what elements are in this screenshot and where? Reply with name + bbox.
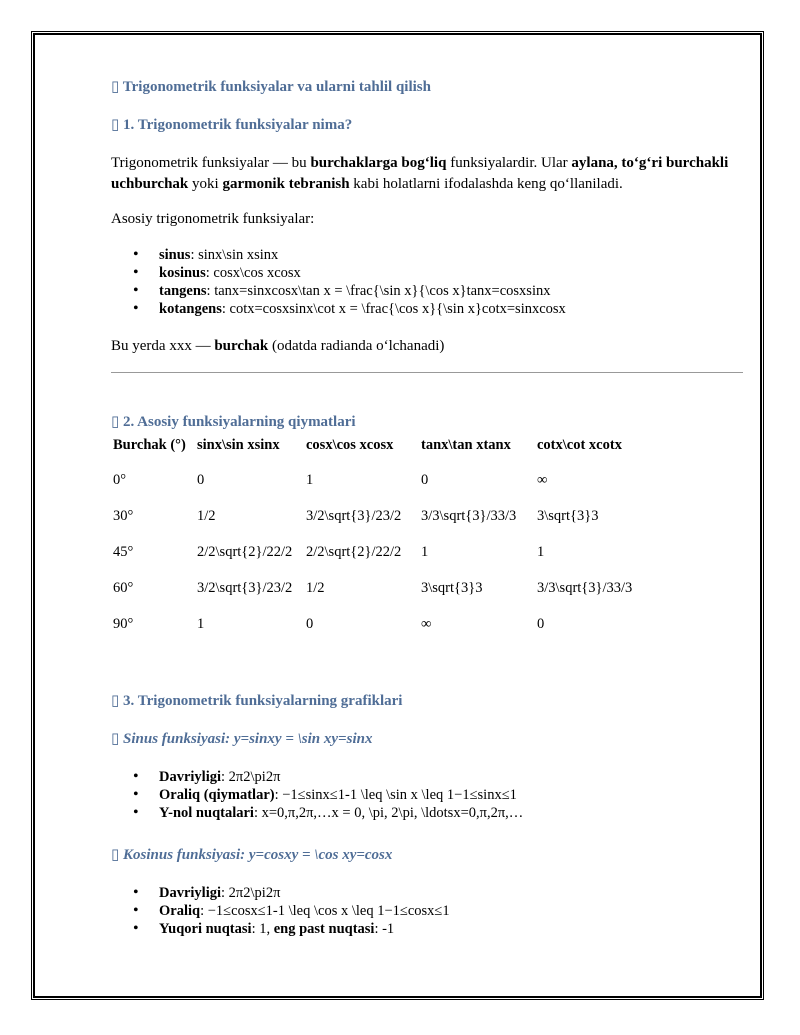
table-header-row — [113, 436, 632, 454]
item-text: : cosx\cos xcosx — [205, 265, 301, 281]
item-text: : 2π2\pi2π — [221, 769, 281, 785]
table-cell: 2/2\sqrt{2}/22/2 — [197, 543, 293, 560]
table-row — [113, 462, 632, 498]
functions-list — [131, 246, 566, 318]
table-cell: 0 — [197, 471, 205, 488]
table-cell: 3/3\sqrt{3}/33/3 — [537, 579, 633, 596]
table-cell: 30° — [113, 507, 134, 524]
para-text: kabi holatlarni ifodalashda keng qo‘llaniladi. — [349, 176, 623, 192]
table-cell: 0 — [537, 615, 545, 632]
note-text: (odatda radianda o‘lchanadi) — [268, 338, 445, 354]
table-cell: 45° — [113, 543, 134, 560]
table-cell: 1/2 — [197, 507, 216, 524]
section-3-heading: ▯ 3. Trigonometrik funksiyalarning grafiklari — [111, 693, 403, 709]
list-item — [131, 884, 450, 902]
column-header: Burchak (°) — [113, 436, 186, 453]
item-term: Oraliq — [159, 903, 201, 919]
table-cell: 90° — [113, 615, 134, 632]
column-header: cosx\cos xcosx — [306, 436, 394, 453]
para-bold: burchaklarga bog‘liq — [310, 155, 447, 171]
list-item — [131, 786, 523, 804]
item-term: Oraliq (qiymatlar) — [159, 787, 275, 803]
table-cell: 3/3\sqrt{3}/33/3 — [421, 507, 517, 524]
list-item — [131, 282, 566, 300]
item-term: kotangens — [159, 301, 222, 317]
table-row — [113, 606, 632, 642]
list-item — [131, 264, 566, 282]
sinus-heading: ▯ Sinus funksiyasi: y=sinxy = \sin xy=sinx — [111, 731, 373, 747]
item-term: Y-nol nuqtalari — [159, 805, 254, 821]
functions-intro: Asosiy trigonometrik funksiyalar: — [111, 211, 315, 227]
item-term: Yuqori nuqtasi — [159, 921, 252, 937]
list-item — [131, 300, 566, 318]
list-item — [131, 246, 566, 264]
column-header: sinx\sin xsinx — [197, 436, 280, 453]
item-term: Davriyligi — [159, 885, 222, 901]
table-cell: 3/2\sqrt{3}/23/2 — [197, 579, 293, 596]
table-cell: 3\sqrt{3}3 — [537, 507, 599, 524]
item-term: Davriyligi — [159, 769, 222, 785]
values-table — [113, 436, 632, 642]
note-text: Bu yerda xxx — — [111, 338, 215, 354]
table-cell: ∞ — [421, 615, 432, 632]
table-cell: 0° — [113, 471, 127, 488]
item-text: : x=0,π,2π,…x = 0, \pi, 2\pi, \ldotsx=0,π,2π,… — [253, 805, 524, 821]
item-text: : tanx=sinxcosx\tan x = \frac{\sin x}{\cos x}tanx=cosxsinx — [206, 283, 551, 299]
table-cell: 2/2\sqrt{2}/22/2 — [306, 543, 402, 560]
para-text: funksiyalardir. Ular — [446, 155, 572, 171]
table-cell: 1 — [197, 615, 205, 632]
table-row — [113, 570, 632, 606]
list-item — [131, 920, 450, 938]
item-text: : −1≤cosx≤1-1 \leq \cos x \leq 1−1≤cosx≤1 — [200, 903, 450, 919]
note-bold: burchak — [214, 338, 269, 354]
column-header: cotx\cot xcotx — [537, 436, 622, 453]
table-cell: 0 — [421, 471, 429, 488]
item-text: : −1≤sinx≤1-1 \leq \sin x \leq 1−1≤sinx≤1 — [274, 787, 517, 803]
item-term: sinus — [159, 247, 191, 263]
list-item — [131, 768, 523, 786]
table-cell: 60° — [113, 579, 134, 596]
item-text: : cotx=cosxsinx\cot x = \frac{\cos x}{\sin x}cotx=sinxcosx — [221, 301, 566, 317]
table-cell: 1 — [421, 543, 429, 560]
section-2-heading: ▯ 2. Asosiy funksiyalarning qiymatlari — [111, 414, 356, 430]
item-text: : sinx\sin xsinx — [190, 247, 279, 263]
table-cell: 1 — [537, 543, 545, 560]
table-row — [113, 534, 632, 570]
para-text: yoki — [188, 176, 223, 192]
item-text: : 2π2\pi2π — [221, 885, 281, 901]
list-item — [131, 902, 450, 920]
table-cell: 3/2\sqrt{3}/23/2 — [306, 507, 402, 524]
variable-note — [111, 336, 751, 357]
horizontal-rule — [111, 372, 743, 373]
section-1-paragraph — [111, 153, 751, 195]
section-1-heading: ▯ 1. Trigonometrik funksiyalar nima? — [111, 117, 353, 133]
list-item — [131, 804, 523, 822]
document-title: ▯ Trigonometrik funksiyalar va ularni tahlil qilish — [111, 79, 431, 95]
table-cell: 0 — [306, 615, 314, 632]
kosinus-heading: ▯ Kosinus funksiyasi: y=cosxy = \cos xy=cosx — [111, 847, 393, 863]
item-text: : -1 — [374, 921, 395, 937]
table-cell: 1/2 — [306, 579, 325, 596]
table-cell: 1 — [306, 471, 314, 488]
column-header: tanx\tan xtanx — [421, 436, 511, 453]
item-term: tangens — [159, 283, 207, 299]
kosinus-properties-list — [131, 884, 450, 938]
item-term: eng past nuqtasi — [273, 921, 375, 937]
para-text: Trigonometrik funksiyalar — bu — [111, 155, 311, 171]
para-bold: garmonik tebranish — [222, 176, 350, 192]
table-cell: 3\sqrt{3}3 — [421, 579, 483, 596]
table-cell: ∞ — [537, 471, 548, 488]
table-row — [113, 498, 632, 534]
item-term: kosinus — [159, 265, 206, 281]
para-bold: aylana, to‘g‘ri burchakli uchburchak — [111, 155, 729, 192]
item-text: : 1, — [251, 921, 274, 937]
sinus-properties-list — [131, 768, 523, 822]
